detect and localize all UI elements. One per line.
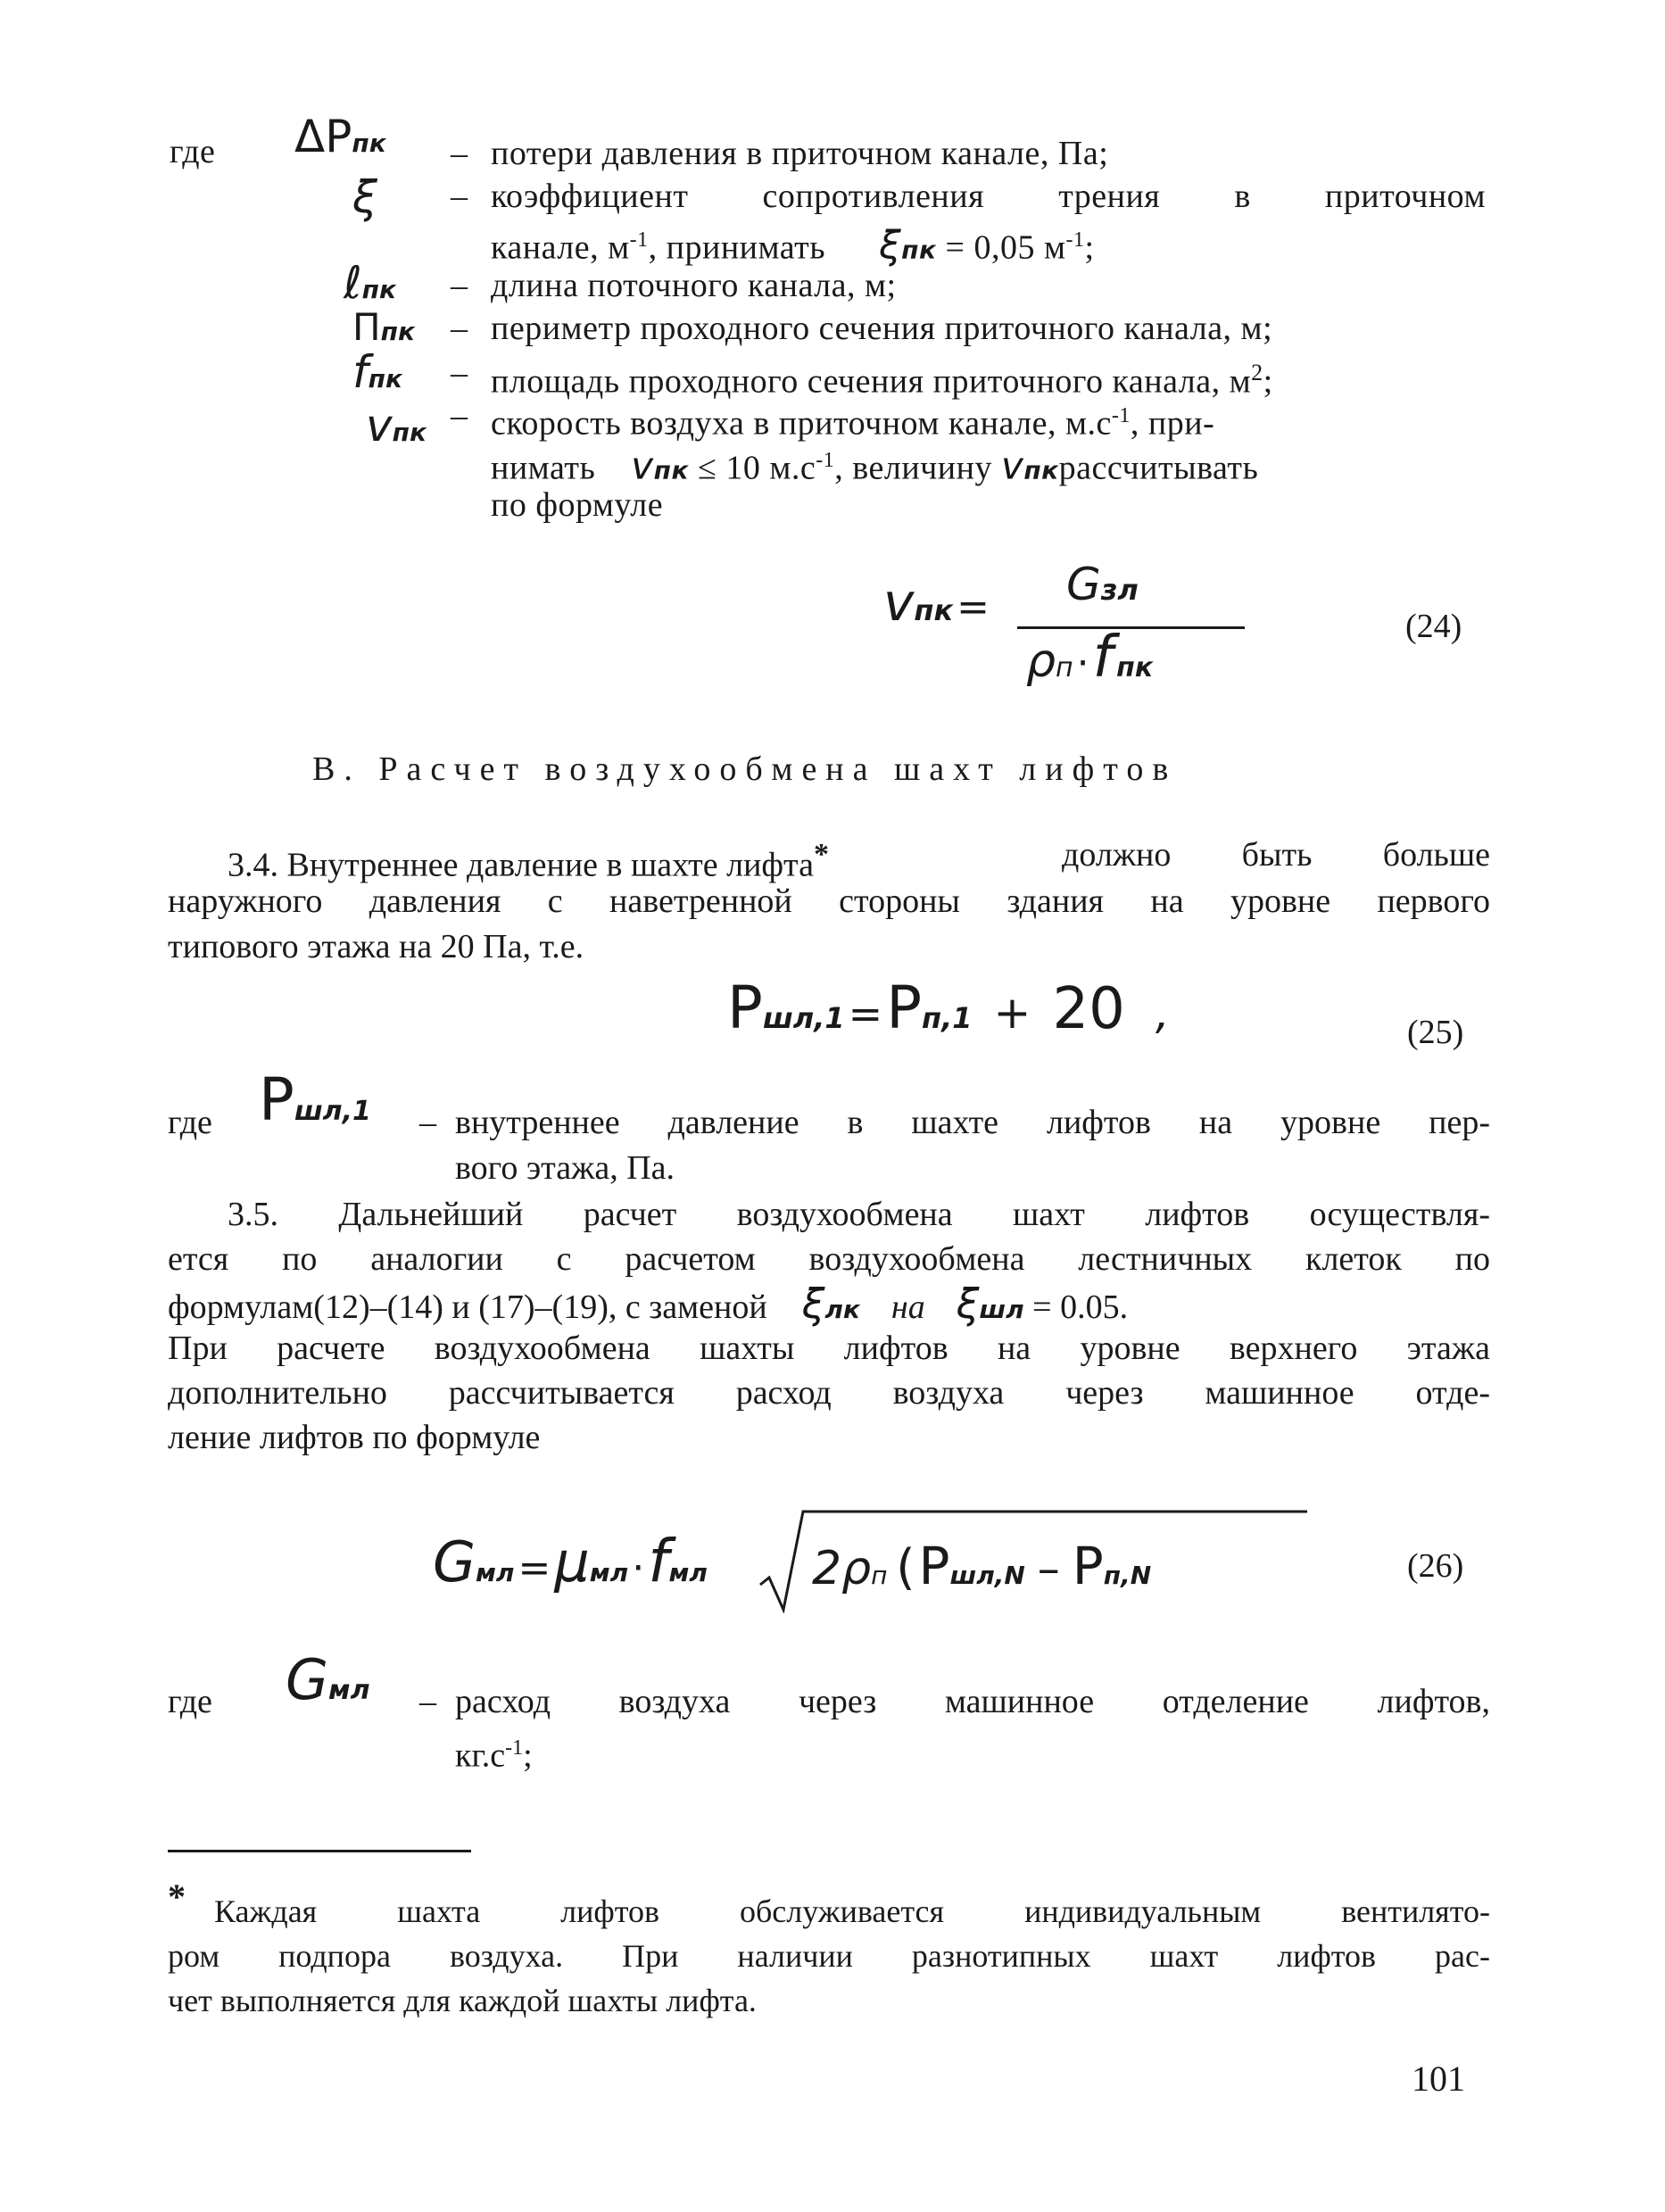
where-label: где (168, 1104, 212, 1141)
definition-text: длина поточного канала, м; (491, 267, 897, 304)
dash: – (419, 1104, 436, 1141)
symbol-delta-p-pk: ΔPпк (294, 111, 386, 162)
where-label: где (168, 1683, 212, 1720)
paragraph-3-5-line4: При расчете воздухообмена шахты лифтов на уровне верхнего этажа (168, 1330, 1490, 1367)
paragraph-3-5-line6: ление лифтов по формуле (168, 1419, 541, 1456)
paragraph-3-4-line2: наружного давления с наветренной стороны здания на уровне первого (168, 882, 1490, 920)
equation-26-radicand: 2ρп ( Pшл,N – Pп,N (812, 1536, 1152, 1596)
definition-text-line2: вого этажа, Па. (455, 1149, 675, 1187)
definition-text: потери давления в приточном канале, Па; (491, 135, 1109, 172)
where-label: где (170, 133, 216, 170)
definition-text: внутреннее давление в шахте лифтов на уровне пер- (455, 1104, 1490, 1141)
dash: – (419, 1683, 436, 1720)
symbol-f-pk: fпк (352, 346, 402, 398)
definition-text-line2: нимать vпк ≤ 10 $м.с^{-1}$, величину vпкрассчитывать (491, 443, 1259, 488)
footnote-line1: Каждая шахта лифтов обслуживается индивидуальным вентилято- (214, 1893, 1490, 1929)
paragraph-3-4-line1a: 3.4. Внутреннее давление в шахте лифта* (228, 838, 829, 884)
equation-24-number: (24) (1405, 608, 1462, 645)
paragraph-3-5-line3: формулам(12)–(14) и (17)–(19), с заменой ξлк на ξшл = 0.05. (168, 1280, 1129, 1328)
symbol-v-pk: vпк (366, 400, 427, 452)
equation-24-numerator: Gзл (1066, 559, 1139, 610)
symbol-p-pk: Ппк (352, 305, 415, 349)
page-number: 101 (1412, 2059, 1465, 2099)
dash: – (451, 267, 468, 304)
symbol-xi: ξ (352, 171, 377, 223)
paragraph-3-4-line1b: должно быть больше (1062, 836, 1490, 874)
dash: – (451, 135, 468, 172)
definition-text: расход воздуха через машинное отделение лифтов, (455, 1683, 1490, 1720)
definition-text-line2: $кг.с^{-1}$; (455, 1736, 533, 1775)
definition-text: площадь проходного сечения приточного канала, $м^2$; (491, 360, 1273, 401)
paragraph-3-5-line1: 3.5. Дальнейший расчет воздухообмена шахт лифтов осуществля- (228, 1196, 1490, 1233)
paragraph-3-4-line3: типового этажа на 20 Па, т.е. (168, 928, 584, 965)
dash: – (451, 310, 468, 347)
paragraph-3-5-line5: дополнительно рассчитывается расход воздуха через машинное отде- (168, 1374, 1490, 1412)
dash: – (451, 397, 468, 435)
symbol-g-ml: Gмл (286, 1647, 370, 1712)
symbol-l-pk: ℓпк (344, 257, 397, 309)
equation-24-denominator: ρп · f пк (1026, 625, 1154, 691)
equation-25: Pшл,1 = Pп,1 + 20 , (727, 973, 1170, 1042)
equation-26-number: (26) (1407, 1547, 1464, 1585)
footnote-mark: * (168, 1876, 186, 1917)
symbol-p-shl-1: Pшл,1 (259, 1065, 371, 1134)
paragraph-3-5-line2: ется по аналогии с расчетом воздухообмена лестничных клеток по (168, 1240, 1490, 1278)
definition-text: коэффициент сопротивления трения в приточном (491, 178, 1486, 215)
section-heading: В. Расчет воздухообмена шахт лифтов (312, 750, 1178, 788)
footnote-line3: чет выполняется для каждой шахты лифта. (168, 1983, 757, 2018)
definition-text-line3: по формуле (491, 486, 664, 524)
equation-24-fraction-bar (1017, 626, 1245, 629)
dash: – (451, 178, 468, 215)
equation-25-number: (25) (1407, 1014, 1464, 1051)
definition-text: периметр проходного сечения приточного канала, м; (491, 310, 1273, 347)
footnote-separator (168, 1850, 471, 1852)
definition-text: скорость воздуха в приточном канале, $м.с^{-1}$, при- (491, 404, 1215, 443)
equation-24-lhs: vпк = (883, 572, 990, 633)
dash: – (451, 354, 468, 392)
footnote-line2: ром подпора воздуха. При наличии разнотипных шахт лифтов рас- (168, 1938, 1490, 1974)
definition-text-line2: канале, $м^{-1}$, принимать ξпк = 0,05 $м^{-1}$; (491, 222, 1095, 269)
equation-26: Gмл = μмл · fмл (433, 1527, 708, 1595)
